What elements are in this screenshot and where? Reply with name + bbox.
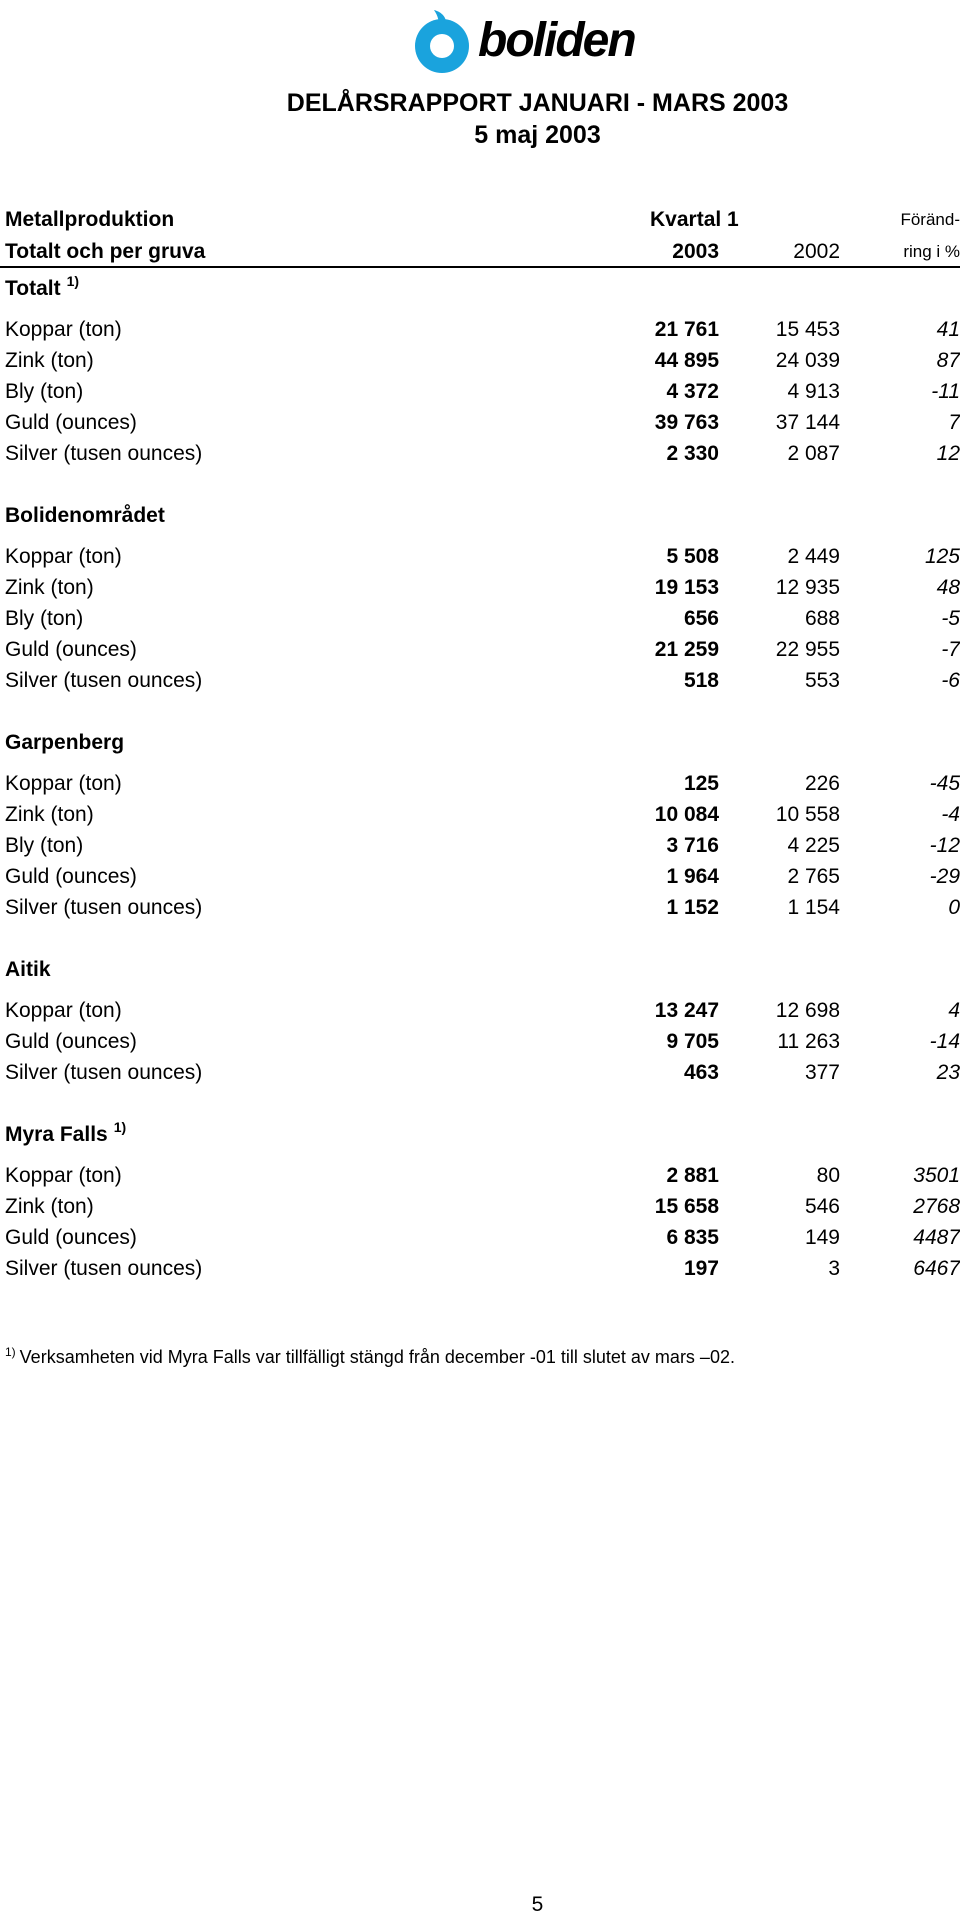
row-label: Guld (ounces) (5, 1226, 137, 1249)
row-change-percent: 4487 (913, 1226, 960, 1249)
table-row (0, 1222, 960, 1253)
row-label: Koppar (ton) (5, 999, 122, 1022)
row-label: Koppar (ton) (5, 1164, 122, 1187)
table-header-period: Kvartal 1 (650, 208, 739, 231)
row-value-2002: 553 (804, 669, 840, 692)
row-value-2002: 149 (804, 1226, 840, 1249)
section-title-footnote-marker: 1) (113, 1119, 127, 1135)
row-change-percent: 12 (936, 442, 960, 465)
row-label: Koppar (ton) (5, 318, 122, 341)
table-header-subtitle: Totalt och per gruva (5, 240, 206, 263)
boliden-logo-icon (412, 6, 472, 76)
table-header-year-current: 2003 (672, 240, 719, 263)
section-title (5, 273, 79, 306)
section-bolidenområdet (0, 500, 960, 727)
section-title-text: Totalt (5, 277, 61, 300)
row-value-2003: 1 152 (666, 896, 719, 919)
row-change-percent: -12 (929, 834, 960, 857)
row-value-2003: 125 (683, 772, 719, 795)
footnote-marker: 1) (5, 1345, 16, 1359)
row-label: Silver (tusen ounces) (5, 442, 203, 465)
section-title-text: Aitik (5, 958, 51, 981)
row-value-2003: 5 508 (666, 545, 719, 568)
row-value-2003: 656 (683, 607, 719, 630)
table-row (0, 1160, 960, 1191)
page-number: 5 (531, 1893, 544, 1916)
table-row (0, 572, 960, 603)
row-change-percent: 23 (936, 1061, 960, 1084)
row-change-percent: 87 (936, 349, 960, 372)
boliden-logo (412, 6, 635, 76)
row-change-percent: -5 (941, 607, 960, 630)
table-row (0, 376, 960, 407)
section-title-row (0, 268, 960, 304)
row-change-percent: 125 (924, 545, 960, 568)
row-value-2003: 21 259 (654, 638, 719, 661)
section-spacer (0, 985, 960, 995)
table-row (0, 768, 960, 799)
footnote-text: Verksamheten vid Myra Falls var tillfälligt stängd från december -01 till slutet av mars –02. (19, 1347, 735, 1367)
row-change-percent: 2768 (913, 1195, 960, 1218)
row-value-2003: 2 330 (666, 442, 719, 465)
row-value-2002: 15 453 (775, 318, 840, 341)
row-value-2003: 3 716 (666, 834, 719, 857)
row-change-percent: 3501 (913, 1164, 960, 1187)
row-change-percent: -14 (929, 1030, 960, 1053)
section-title (5, 500, 165, 531)
table-row (0, 407, 960, 438)
table-body (0, 268, 960, 1284)
row-value-2002: 1 154 (787, 896, 840, 919)
section-title-text: Bolidenområdet (5, 504, 165, 527)
metal-production-table (0, 204, 960, 1284)
section-spacer (0, 1150, 960, 1160)
section-garpenberg (0, 727, 960, 954)
section-gap (0, 1088, 960, 1119)
table-row (0, 1057, 960, 1088)
row-value-2002: 688 (804, 607, 840, 630)
logo-wordmark: boliden (478, 14, 635, 67)
section-title (5, 954, 51, 985)
row-change-percent: -11 (931, 380, 960, 403)
row-value-2002: 37 144 (775, 411, 840, 434)
row-change-percent: 48 (936, 576, 960, 599)
row-value-2002: 80 (816, 1164, 840, 1187)
row-label: Silver (tusen ounces) (5, 1061, 203, 1084)
row-change-percent: 41 (936, 318, 960, 341)
row-label: Zink (ton) (5, 803, 94, 826)
table-header-title: Metallproduktion (5, 208, 175, 231)
row-change-percent: -29 (929, 865, 960, 888)
section-gap (0, 923, 960, 954)
row-value-2002: 377 (804, 1061, 840, 1084)
row-value-2002: 2 765 (787, 865, 840, 888)
section-aitik (0, 954, 960, 1119)
row-change-percent: -6 (941, 669, 960, 692)
section-title-row (0, 1119, 960, 1150)
section-title (5, 727, 124, 758)
row-label: Koppar (ton) (5, 545, 122, 568)
table-row (0, 345, 960, 376)
row-label: Guld (ounces) (5, 411, 137, 434)
row-value-2003: 9 705 (666, 1030, 719, 1053)
row-value-2002: 3 (828, 1257, 840, 1280)
table-row (0, 892, 960, 923)
row-value-2003: 518 (683, 669, 719, 692)
section-spacer (0, 531, 960, 541)
row-change-percent: -45 (929, 772, 960, 795)
row-value-2003: 10 084 (654, 803, 719, 826)
table-header-row-2 (0, 236, 960, 268)
row-label: Silver (tusen ounces) (5, 669, 203, 692)
section-spacer (0, 758, 960, 768)
section-title-row (0, 500, 960, 531)
row-label: Silver (tusen ounces) (5, 1257, 203, 1280)
table-row (0, 995, 960, 1026)
row-label: Bly (ton) (5, 607, 84, 630)
row-value-2003: 1 964 (666, 865, 719, 888)
row-value-2002: 12 935 (775, 576, 840, 599)
row-value-2002: 226 (804, 772, 840, 795)
table-row (0, 634, 960, 665)
section-gap (0, 696, 960, 727)
row-label: Bly (ton) (5, 834, 84, 857)
section-title-footnote-marker: 1) (66, 273, 80, 289)
row-value-2002: 10 558 (775, 803, 840, 826)
section-title-row (0, 954, 960, 985)
row-change-percent: -4 (941, 803, 960, 826)
row-value-2003: 44 895 (654, 349, 719, 372)
row-change-percent: -7 (941, 638, 960, 661)
row-label: Zink (ton) (5, 1195, 94, 1218)
table-row (0, 1026, 960, 1057)
table-header-year-previous: 2002 (793, 240, 840, 263)
row-value-2002: 11 263 (777, 1030, 840, 1053)
table-row (0, 799, 960, 830)
section-gap (0, 469, 960, 500)
table-header-row-1 (0, 204, 960, 236)
row-label: Silver (tusen ounces) (5, 896, 203, 919)
row-value-2002: 4 225 (787, 834, 840, 857)
row-value-2003: 15 658 (654, 1195, 719, 1218)
row-value-2003: 463 (683, 1061, 719, 1084)
row-value-2003: 13 247 (654, 999, 719, 1022)
row-value-2003: 21 761 (654, 318, 719, 341)
section-title-row (0, 727, 960, 758)
row-value-2003: 4 372 (666, 380, 719, 403)
row-label: Guld (ounces) (5, 638, 137, 661)
row-value-2002: 12 698 (775, 999, 840, 1022)
row-label: Guld (ounces) (5, 1030, 137, 1053)
row-label: Bly (ton) (5, 380, 84, 403)
table-row (0, 541, 960, 572)
row-label: Zink (ton) (5, 349, 94, 372)
section-title-text: Garpenberg (5, 731, 125, 754)
row-value-2003: 2 881 (666, 1164, 719, 1187)
row-label: Guld (ounces) (5, 865, 137, 888)
table-row (0, 603, 960, 634)
row-value-2002: 2 087 (787, 442, 840, 465)
table-row (0, 861, 960, 892)
section-title-text: Myra Falls (5, 1123, 108, 1146)
row-change-percent: 0 (948, 896, 960, 919)
row-value-2002: 22 955 (775, 638, 840, 661)
section-title (5, 1119, 126, 1152)
row-change-percent: 6467 (913, 1257, 960, 1280)
table-row (0, 1253, 960, 1284)
table-row (0, 665, 960, 696)
row-change-percent: 4 (948, 999, 960, 1022)
row-value-2003: 6 835 (666, 1226, 719, 1249)
row-label: Zink (ton) (5, 576, 94, 599)
table-row (0, 314, 960, 345)
table-row (0, 438, 960, 469)
report-date: 5 maj 2003 (474, 121, 601, 149)
row-value-2002: 2 449 (787, 545, 840, 568)
row-value-2002: 24 039 (775, 349, 840, 372)
report-title: DELÅRSRAPPORT JANUARI - MARS 2003 (286, 89, 789, 117)
row-value-2003: 39 763 (654, 411, 719, 434)
table-row (0, 830, 960, 861)
row-value-2003: 19 153 (654, 576, 719, 599)
row-label: Koppar (ton) (5, 772, 122, 795)
table-header-change-line2: ring i % (903, 242, 960, 261)
section-totalt (0, 268, 960, 500)
table-header-change-line1: Föränd- (900, 210, 960, 229)
section-spacer (0, 304, 960, 314)
row-value-2003: 197 (683, 1257, 719, 1280)
section-myra-falls (0, 1119, 960, 1284)
row-change-percent: 7 (948, 411, 960, 434)
row-value-2002: 4 913 (787, 380, 840, 403)
footnote (5, 1346, 745, 1371)
table-row (0, 1191, 960, 1222)
row-value-2002: 546 (804, 1195, 840, 1218)
